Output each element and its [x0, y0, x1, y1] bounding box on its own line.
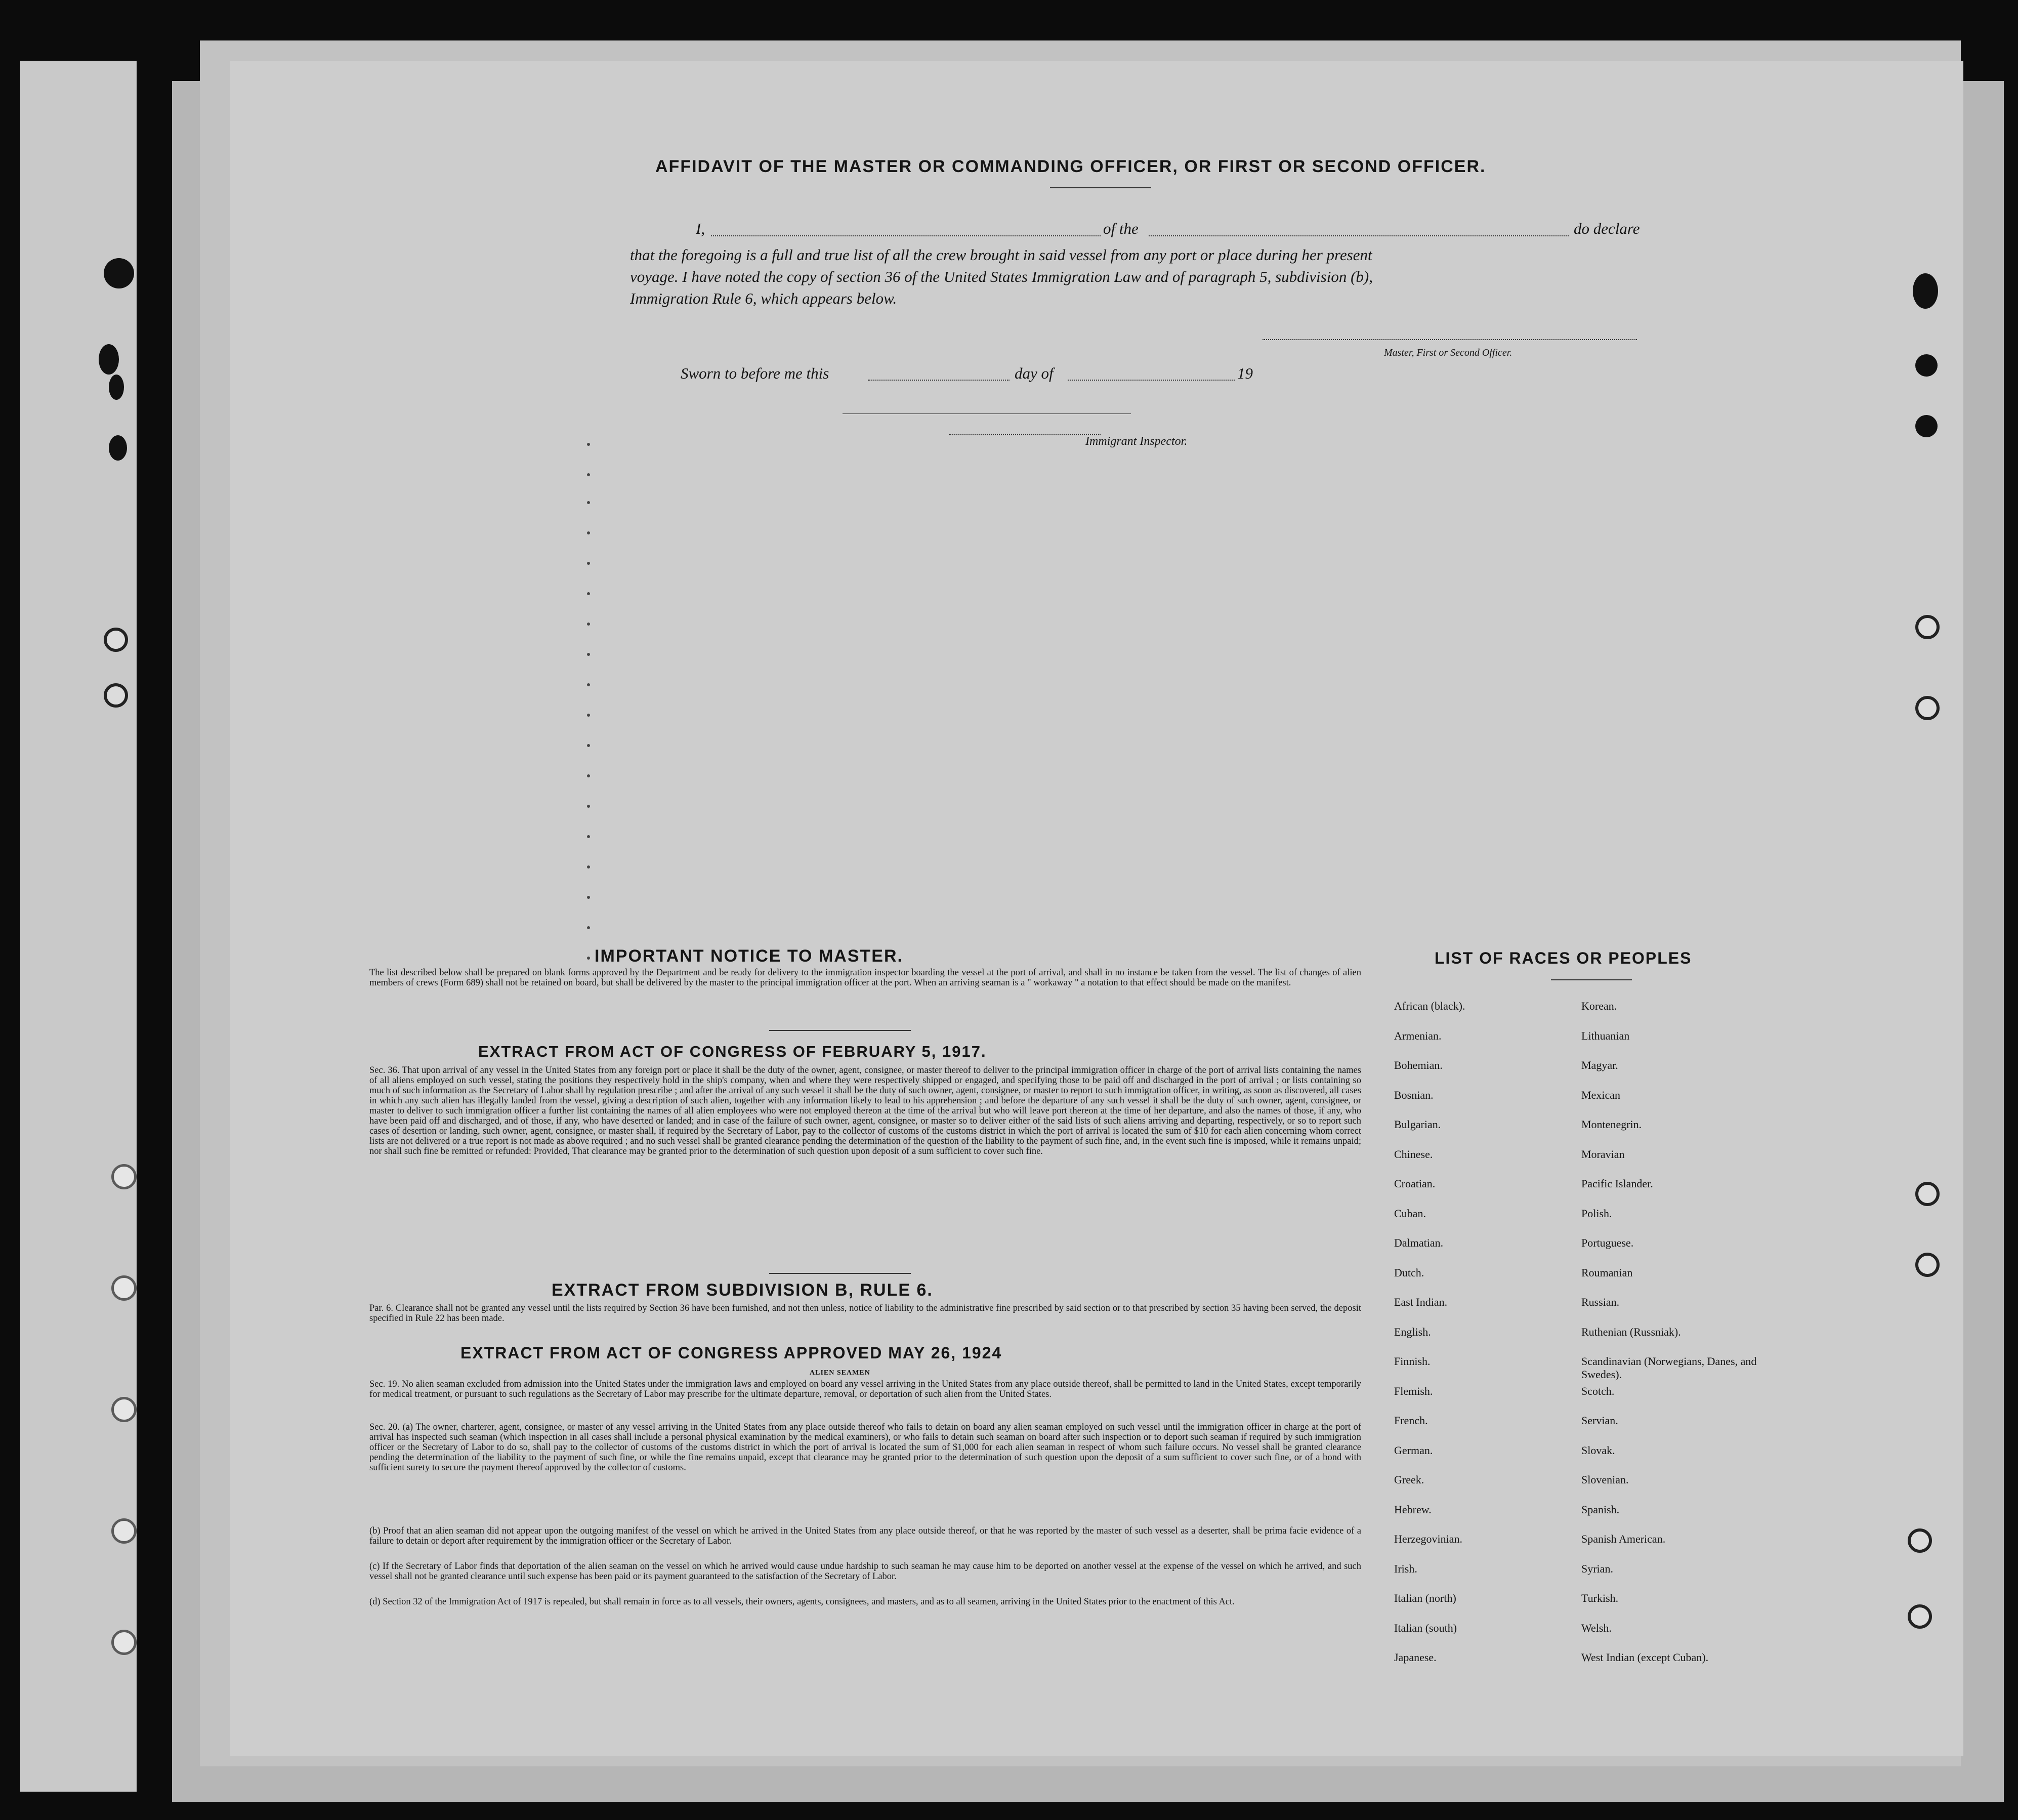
extract-rule6-text: Par. 6. Clearance shall not be granted any vessel until the lists required by Section 36 have been furnished, and not then unless, notice of liability to the administrative fine prescribed by said section or to that prescribed by section 35 having been served, the deposit specified in Rule 22 has been made. [369, 1303, 1361, 1323]
race-item: Croatian. [1394, 1177, 1436, 1190]
race-item: Armenian. [1394, 1029, 1442, 1042]
punch-hole [1908, 1604, 1932, 1629]
extract-rule6-title: EXTRACT FROM SUBDIVISION B, RULE 6. [552, 1280, 933, 1300]
bleed-mark [587, 473, 590, 476]
race-item: Japanese. [1394, 1651, 1437, 1664]
bleed-mark [587, 443, 590, 446]
declare-text: do declare [1574, 220, 1640, 237]
divider [769, 1030, 911, 1031]
bleed-mark [587, 653, 590, 656]
race-item: Polish. [1581, 1207, 1612, 1220]
inspector-label: Immigrant Inspector. [1085, 435, 1188, 448]
bleed-mark [587, 774, 590, 777]
bleed-mark [587, 714, 590, 717]
race-item: African (black). [1394, 1000, 1465, 1012]
extract-1924-sec19: Sec. 19. No alien seaman excluded from admission into the United States under the immigration laws and employed on board any vessel arriving in the United States from any place outside thereof, shall be permitted to land in the United States, except temporarily for medical treatment, or pursuant to such regulations as the Secretary of Labor may prescribe for the ultimate departure, removal, or deportation of such alien from the United States. [369, 1379, 1361, 1399]
extract-1924-sec20b: (b) Proof that an alien seaman did not appear upon the outgoing manifest of the vessel on which he arrived in the United States from any place outside thereof, or that he was reported by the master of such vessel as a deserter, shall be prima facie evidence of a failure to detain or deport after requirement by the immigration officer or the Secretary of Labor. [369, 1526, 1361, 1546]
race-item: Russian. [1581, 1296, 1620, 1308]
left-binding-strip [20, 61, 137, 1792]
affidavit-title: AFFIDAVIT OF THE MASTER OR COMMANDING OFFICER, OR FIRST OR SECOND OFFICER. [655, 157, 1486, 176]
race-item: West Indian (except Cuban). [1581, 1651, 1709, 1664]
binding-hole [111, 1630, 137, 1655]
bleed-mark [587, 865, 590, 868]
extract-1924-sec20c: (c) If the Secretary of Labor finds that deportation of the alien seaman on the vessel on which he arrived would cause undue hardship to such seaman he may cause him to be deported on another vessel at the expense of the vessel on which he arrived, and such vessel shall not be granted clearance until such expense has been paid or its payment guaranteed to the satisfaction of the Secretary of Labor. [369, 1561, 1361, 1582]
extract-1917-text: Sec. 36. That upon arrival of any vessel in the United States from any foreign port or place it shall be the duty of the owner, agent, consignee, or master thereof to deliver to the principal immigration officer in charge of the port of arrival lists containing the names of all aliens employed on such vessel, stating the positions they respectively hold in the ship's company, when and where they were respectively shipped or engaged, and specifying those to be paid off and discharged in the port of arrival ; or lists containing so much of such information as the Secretary of Labor shall by regulation prescribe ; and after the arrival of any such vessel it shall be the duty of such owner, agent, consignee, or master to report to such immigration officer, in writing, as soon as discovered, all cases in which any such alien has illegally landed from the vessel, giving a description of such alien, together with any information likely to lead to his apprehension ; and before the departure of any such vessel it shall be the duty of such owner, agent, consignee, or master to deliver to such immigration officer a further list containing the names of all alien employees who were not employed thereon at the time of the arrival but who will leave port thereon at the time of her departure, and also the names of those, if any, who have been paid off and discharged, and of those, if any, who have deserted or landed; and in case of the failure of such owner, agent, consignee, or master so to deliver either of the said lists of such aliens arriving and departing, respectively, or so to report such cases of desertion or landing, such owner, agent, consignee, or master shall, if required by the Secretary of Labor, pay to the collector of customs of the customs district in which the port of arrival is located the sum of $10 for each alien concerning whom correct lists are not delivered or a true report is not made as above required ; and no such vessel shall be granted clearance pending the determination of the question of the liability to the payment of such fine, and, in the event such fine is imposed, while it remains unpaid; nor shall such fine be remitted or refunded: Provided, That clearance may be granted prior to the determination of such question upon deposit of a sum sufficient to cover such fine. [369, 1065, 1361, 1156]
punch-hole [1915, 1253, 1940, 1277]
race-item: Servian. [1581, 1414, 1618, 1427]
race-item: Italian (south) [1394, 1621, 1457, 1634]
sworn-year: 19 [1237, 364, 1253, 382]
race-item: Roumanian [1581, 1266, 1633, 1279]
race-item: Magyar. [1581, 1059, 1618, 1071]
bleed-mark [587, 531, 590, 534]
sworn-day-label: day of [1015, 364, 1054, 382]
punch-hole [104, 683, 128, 708]
race-item: Cuban. [1394, 1207, 1426, 1220]
notice-text: The list described below shall be prepared on blank forms approved by the Department and be ready for delivery to the immigration inspector boarding the vessel at the port of arrival, and shall in no instance be taken from the vessel. The list of changes of alien members of crews (Form 689) shall not be retained on board, but shall be delivered by the master to the principal immigration officer at the port. When an arriving seaman is a " workaway " a notation to that effect should be made on the manifest. [369, 968, 1361, 988]
ink-blot [1915, 354, 1938, 377]
punch-hole [1908, 1528, 1932, 1553]
extract-1917-title: EXTRACT FROM ACT OF CONGRESS OF FEBRUARY 5, 1917. [478, 1043, 987, 1060]
vessel-name-field [1149, 235, 1569, 236]
declarant-name-field [711, 235, 1101, 236]
inspector-signature-line [949, 434, 1101, 435]
bleed-mark [587, 744, 590, 747]
ink-blot [99, 344, 119, 375]
divider [1551, 979, 1632, 980]
race-item: Finnish. [1394, 1355, 1431, 1368]
divider [1050, 187, 1151, 188]
race-item: Scandinavian (Norwegians, Danes, and Swedes). [1581, 1355, 1757, 1381]
punch-hole [1915, 615, 1940, 639]
extract-1924-title: EXTRACT FROM ACT OF CONGRESS APPROVED MAY 26, 1924 [460, 1344, 1002, 1362]
punch-hole [1915, 1182, 1940, 1206]
bleed-mark [587, 926, 590, 929]
race-item: Turkish. [1581, 1592, 1619, 1604]
officer-signature-line [1263, 339, 1637, 340]
bleed-mark [587, 562, 590, 565]
race-item: Dutch. [1394, 1266, 1424, 1279]
bleed-mark [587, 623, 590, 626]
bleed-mark [587, 501, 590, 504]
race-item: Bosnian. [1394, 1088, 1434, 1101]
race-item: Irish. [1394, 1562, 1417, 1575]
races-title: LIST OF RACES OR PEOPLES [1435, 949, 1692, 967]
race-item: Greek. [1394, 1473, 1424, 1486]
race-item: Syrian. [1581, 1562, 1613, 1575]
affidavit-body-line3: Immigration Rule 6, which appears below. [630, 289, 897, 307]
race-item: East Indian. [1394, 1296, 1448, 1308]
affidavit-body-line2: voyage. I have noted the copy of section 36 of the United States Immigration Law and of paragraph 5, subdivision (b), [630, 268, 1373, 285]
binding-hole [111, 1397, 137, 1422]
race-item: Bohemian. [1394, 1059, 1443, 1071]
bleed-mark [587, 592, 590, 595]
sworn-prefix: Sworn to before me this [681, 364, 829, 382]
punch-hole [1915, 696, 1940, 720]
officer-label: Master, First or Second Officer. [1384, 347, 1512, 358]
race-item: English. [1394, 1325, 1431, 1338]
extract-1924-sec20a: Sec. 20. (a) The owner, charterer, agent, consignee, or master of any vessel arriving in the United States from any place outside thereof who fails to detain on board any alien seaman employed on such vessel until the immigration officer in charge at the port of arrival has inspected such seaman (which inspection in all cases shall include a personal physical examination by the medical examiners), or who fails to detain such seaman on board after such inspection or to deport such seaman if required by such immigration officer or the Secretary of Labor to do so, shall pay to the collector of customs of the customs district in which the port of arrival is located the sum of $1,000 for each alien seaman in respect of whom such failure occurs. No vessel shall be granted clearance pending the determination of the liability to the payment of such fine, or while the fine remains unpaid, except that clearance may be granted prior to the determination of such question upon the deposit of a sum sufficient to cover such fine, or of a bond with sufficient surety to secure the payment thereof approved by the collector of customs. [369, 1422, 1361, 1473]
race-item: Korean. [1581, 1000, 1617, 1012]
binding-hole [111, 1164, 137, 1189]
race-item: Chinese. [1394, 1147, 1433, 1161]
bleed-mark [587, 957, 590, 960]
ink-blot [1913, 273, 1938, 309]
race-item: Italian (north) [1394, 1592, 1456, 1604]
punch-hole [104, 628, 128, 652]
race-item: Pacific Islander. [1581, 1177, 1653, 1190]
race-item: Mexican [1581, 1088, 1620, 1101]
race-item: Ruthenian (Russniak). [1581, 1325, 1681, 1338]
race-item: Slovenian. [1581, 1473, 1629, 1486]
sworn-month-field [1068, 380, 1235, 381]
declarant-prefix: I, [696, 220, 705, 237]
bleed-mark [587, 835, 590, 838]
race-item: Welsh. [1581, 1621, 1612, 1634]
inspector-line [843, 413, 1131, 414]
notice-title: IMPORTANT NOTICE TO MASTER. [595, 946, 903, 966]
race-item: Lithuanian [1581, 1029, 1630, 1042]
race-item: Dalmatian. [1394, 1236, 1444, 1249]
declarant-vessel-prefix: of the [1103, 220, 1139, 237]
race-item: German. [1394, 1443, 1433, 1457]
sworn-date-field [868, 380, 1010, 381]
race-item: Hebrew. [1394, 1503, 1432, 1516]
race-item: Montenegrin. [1581, 1118, 1642, 1131]
race-item: Herzegovinian. [1394, 1533, 1462, 1545]
race-item: French. [1394, 1414, 1428, 1427]
race-item: Slovak. [1581, 1443, 1615, 1457]
binding-hole [111, 1275, 137, 1301]
race-item: Scotch. [1581, 1384, 1615, 1397]
race-item: Portuguese. [1581, 1236, 1634, 1249]
race-item: Spanish American. [1581, 1533, 1666, 1545]
bleed-mark [587, 896, 590, 899]
bleed-mark [587, 683, 590, 686]
race-item: Bulgarian. [1394, 1118, 1441, 1131]
binding-hole [111, 1518, 137, 1544]
ink-blot [109, 375, 124, 400]
divider [769, 1273, 911, 1274]
extract-1924-subtitle: ALIEN SEAMEN [810, 1369, 870, 1377]
race-item: Flemish. [1394, 1384, 1433, 1397]
ink-blot [104, 258, 134, 288]
ink-blot [109, 435, 127, 461]
bleed-mark [587, 805, 590, 808]
extract-1924-sec20d: (d) Section 32 of the Immigration Act of 1917 is repealed, but shall remain in force as to all vessels, their owners, agents, consignees, and masters, and as to all seamen, arriving in the United States prior to the enactment of this Act. [369, 1597, 1235, 1607]
document-page [230, 61, 1963, 1756]
affidavit-body-line1: that the foregoing is a full and true list of all the crew brought in said vessel from any port or place during her present [630, 246, 1372, 264]
race-item: Moravian [1581, 1147, 1625, 1161]
ink-blot [1915, 415, 1938, 437]
race-item: Spanish. [1581, 1503, 1620, 1516]
